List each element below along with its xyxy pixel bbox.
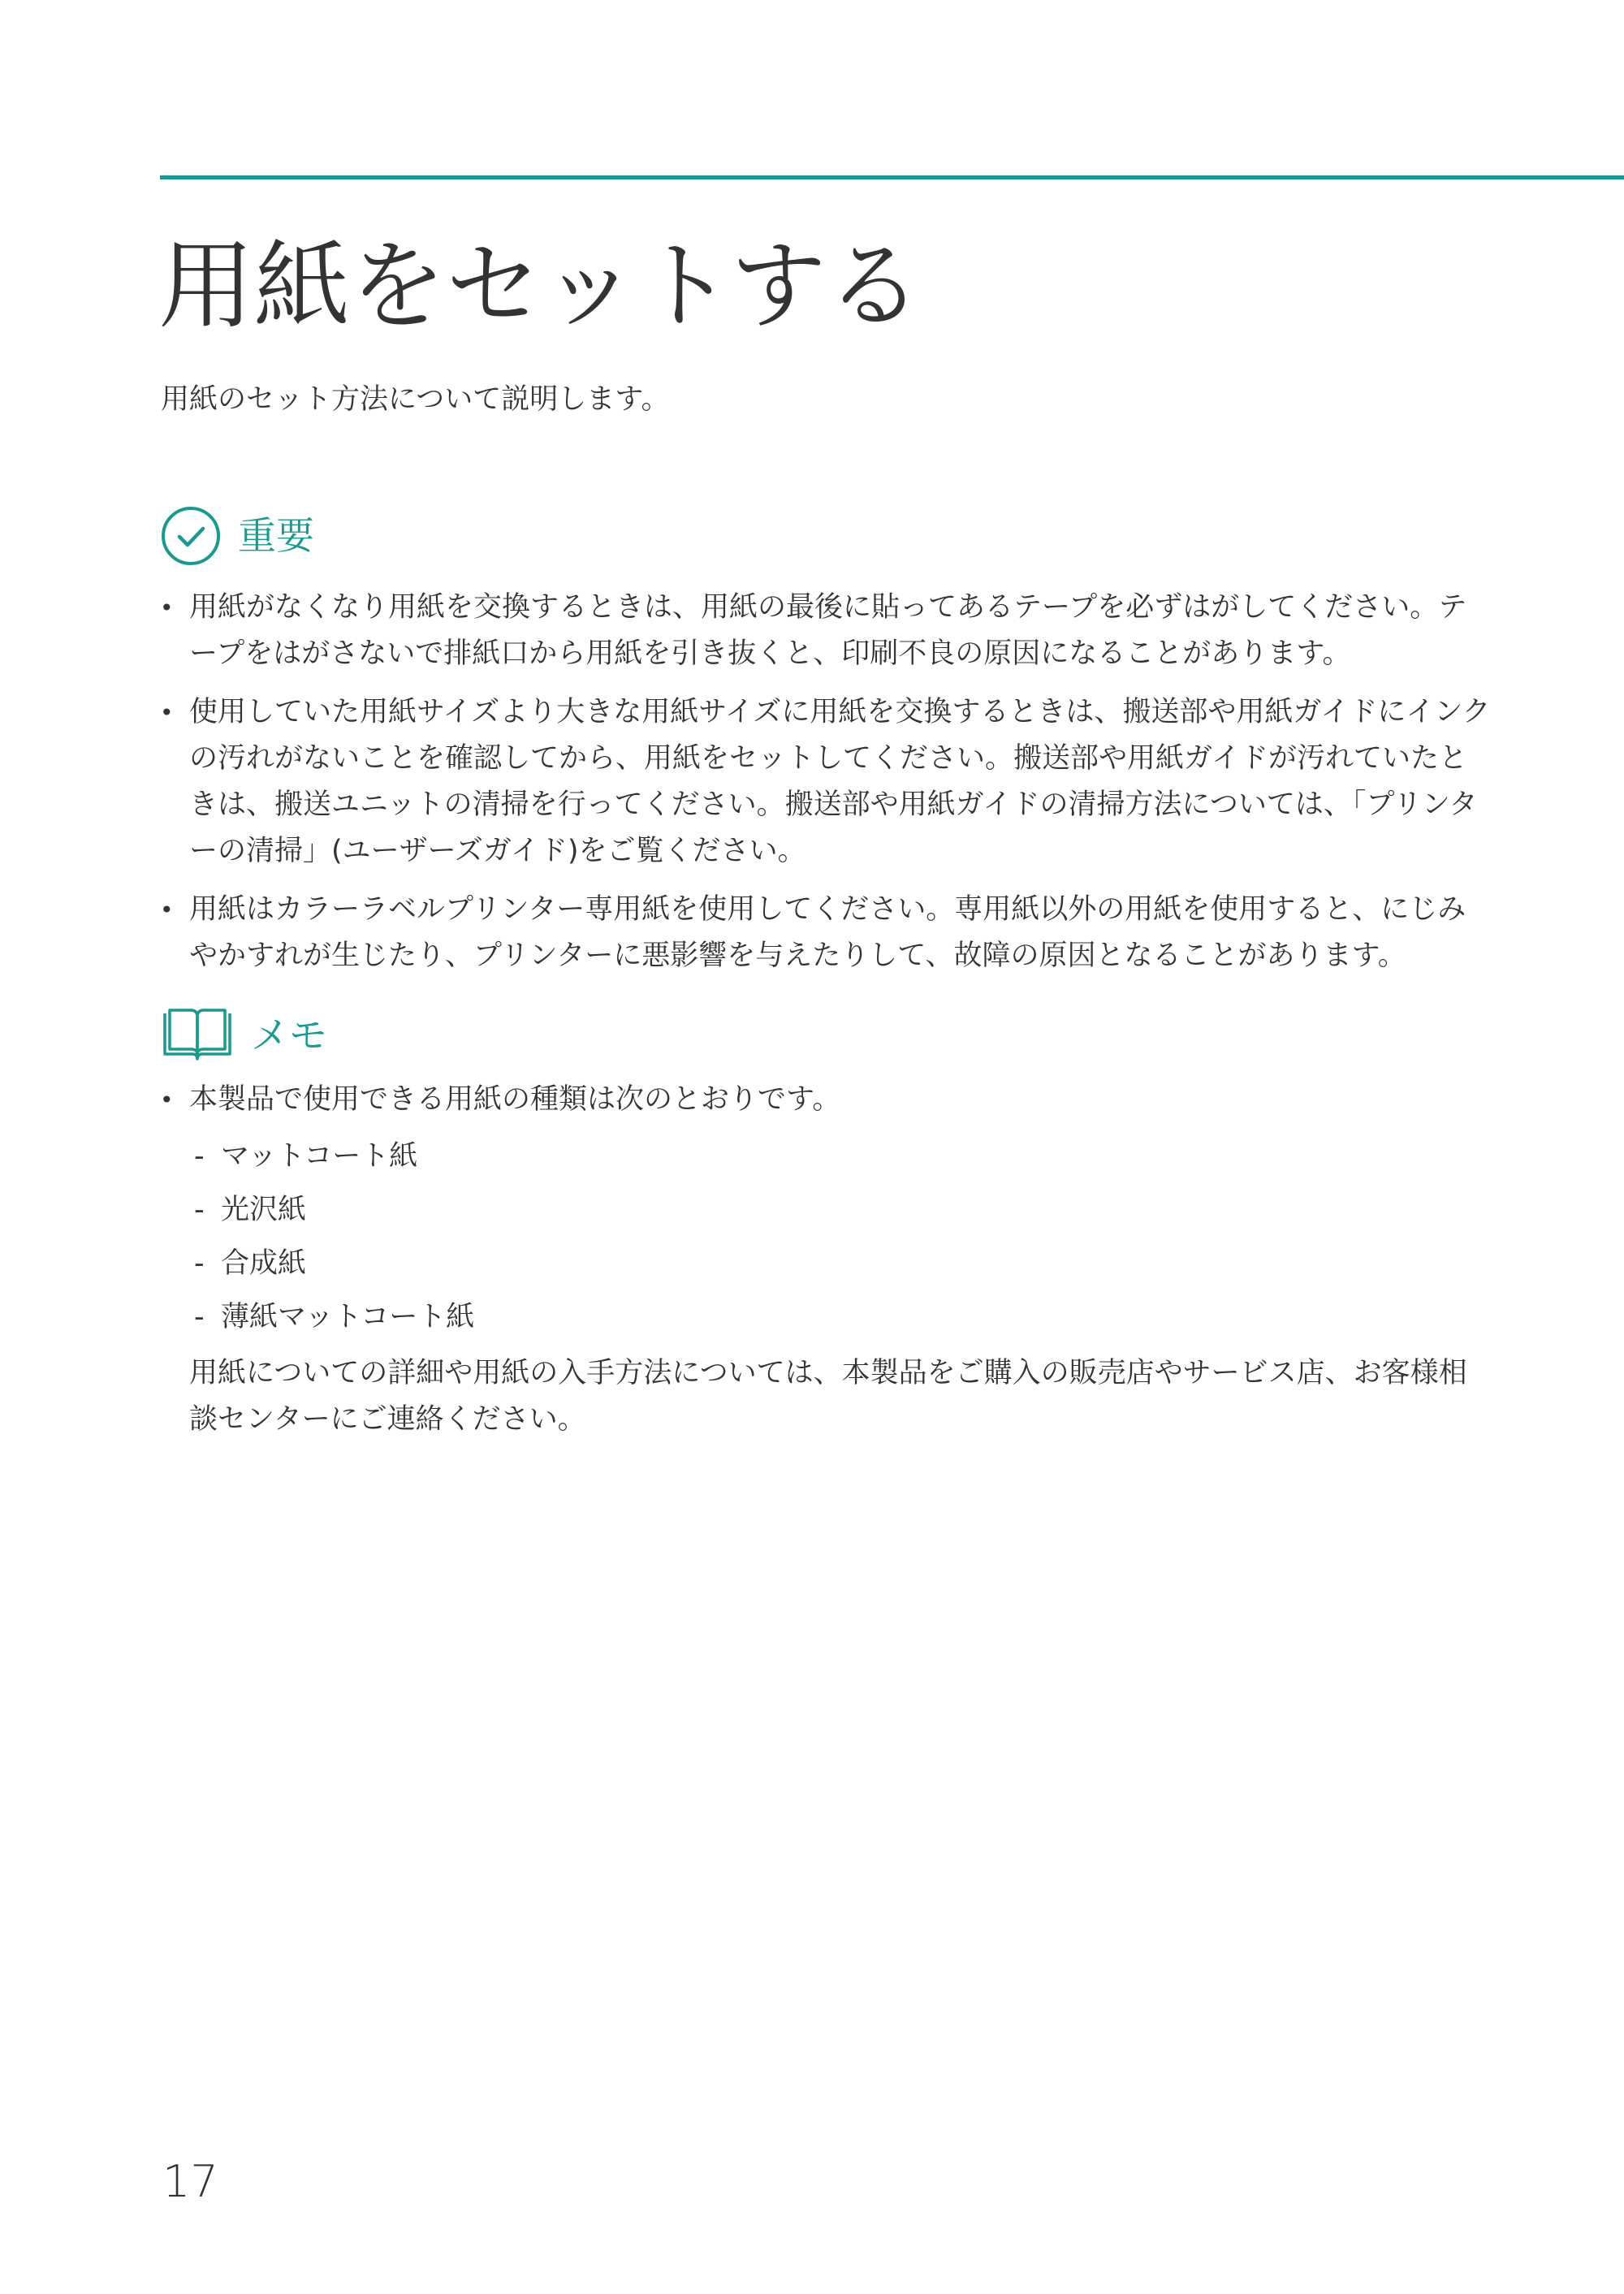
memo-item — [160, 1077, 1492, 1443]
paper-type-item: - 合成紙 — [189, 1237, 1492, 1290]
paper-type-item: - 薄紙マットコート紙 — [189, 1290, 1492, 1344]
open-book-icon — [160, 1007, 235, 1064]
paper-type-item: - マットコート紙 — [189, 1130, 1492, 1183]
important-item: • 使用していた用紙サイズより大きな用紙サイズに用紙を交換するときは、搬送部や用紙ガイドにインクの汚れがないことを確認してから、用紙をセットしてください。搬送部や用紙ガイドが汚れていたときは、搬送ユニットの清掃を行ってください。搬送部や用紙ガイドの清掃方法については、「プリンターの清掃」(ユーザーズガイド)をご覧ください。 — [160, 689, 1492, 875]
paper-type-item: - 光沢紙 — [189, 1183, 1492, 1237]
header-rule — [160, 175, 1624, 179]
memo-list — [160, 1077, 1492, 1455]
important-label: 重要 — [238, 513, 314, 559]
important-callout-header — [160, 505, 314, 567]
page-title: 用紙をセットする — [158, 230, 922, 342]
memo-label: メモ — [251, 1013, 327, 1058]
page-subtitle: 用紙のセット方法について説明します。 — [161, 383, 670, 416]
important-list — [160, 585, 1492, 991]
page-number: 17 — [162, 2156, 218, 2207]
important-item: • 用紙はカラーラベルプリンター専用紙を使用してください。専用紙以外の用紙を使用すると、にじみやかすれが生じたり、プリンターに悪影響を与えたりして、故障の原因となることがあります。 — [160, 887, 1492, 979]
check-circle-icon — [160, 505, 222, 567]
memo-callout-header — [160, 1007, 327, 1064]
paper-type-list — [189, 1130, 1492, 1344]
memo-note: 用紙についての詳細や用紙の入手方法については、本製品をご購入の販売店やサービス店、お客様相談センターにご連絡ください。 — [189, 1357, 1467, 1436]
important-item: • 用紙がなくなり用紙を交換するときは、用紙の最後に貼ってあるテープを必ずはがしてください。テープをはがさないで排紙口から用紙を引き抜くと、印刷不良の原因になることがあります。 — [160, 585, 1492, 677]
memo-intro: 本製品で使用できる用紙の種類は次のとおりです。 — [189, 1083, 841, 1116]
